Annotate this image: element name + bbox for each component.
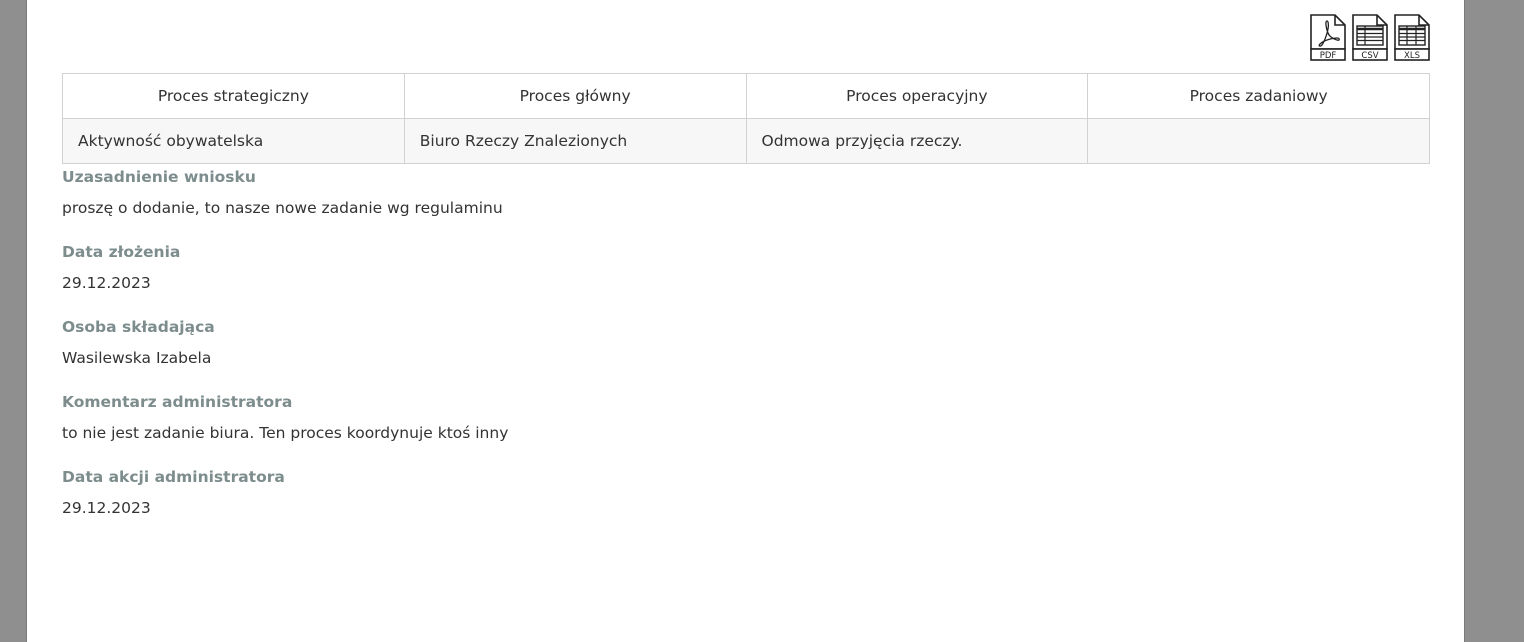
header-task-process: Proces zadaniowy bbox=[1088, 74, 1430, 119]
request-details bbox=[62, 166, 1262, 541]
submitter-field bbox=[62, 316, 1262, 369]
export-csv-label: CSV bbox=[1361, 51, 1379, 61]
admin-action-date-label: Data akcji administratora bbox=[62, 468, 285, 486]
table-row bbox=[63, 119, 1430, 164]
justification-value: proszę o dodanie, to nasze nowe zadanie wg regulaminu bbox=[62, 199, 503, 217]
export-pdf-button[interactable] bbox=[1310, 14, 1346, 61]
process-table bbox=[62, 73, 1430, 164]
admin-comment-field bbox=[62, 391, 1262, 444]
submitter-value: Wasilewska Izabela bbox=[62, 349, 212, 367]
export-pdf-label: PDF bbox=[1319, 51, 1337, 61]
header-operational-process: Proces operacyjny bbox=[746, 74, 1088, 119]
admin-action-date-value: 29.12.2023 bbox=[62, 499, 151, 517]
admin-action-date-field bbox=[62, 466, 1262, 519]
pdf-file-icon bbox=[1310, 14, 1346, 61]
header-main-process: Proces główny bbox=[404, 74, 746, 119]
export-toolbar bbox=[1310, 14, 1430, 61]
cell-strategic-process: Aktywność obywatelska bbox=[63, 119, 405, 164]
header-strategic-process: Proces strategiczny bbox=[63, 74, 405, 119]
admin-comment-value: to nie jest zadanie biura. Ten proces koordynuje ktoś inny bbox=[62, 424, 509, 442]
export-xls-button[interactable] bbox=[1394, 14, 1430, 61]
admin-comment-label: Komentarz administratora bbox=[62, 393, 293, 411]
cell-operational-process: Odmowa przyjęcia rzeczy. bbox=[746, 119, 1088, 164]
justification-label: Uzasadnienie wniosku bbox=[62, 168, 256, 186]
table-header-row bbox=[63, 74, 1430, 119]
cell-main-process: Biuro Rzeczy Znalezionych bbox=[404, 119, 746, 164]
export-csv-button[interactable] bbox=[1352, 14, 1388, 61]
cell-task-process bbox=[1088, 119, 1430, 164]
details-panel bbox=[26, 0, 1465, 642]
csv-file-icon bbox=[1352, 14, 1388, 61]
submission-date-field bbox=[62, 241, 1262, 294]
xls-file-icon bbox=[1394, 14, 1430, 61]
export-xls-label: XLS bbox=[1404, 51, 1420, 61]
submitter-label: Osoba składająca bbox=[62, 318, 215, 336]
justification-field bbox=[62, 166, 1262, 219]
submission-date-value: 29.12.2023 bbox=[62, 274, 151, 292]
submission-date-label: Data złożenia bbox=[62, 243, 181, 261]
